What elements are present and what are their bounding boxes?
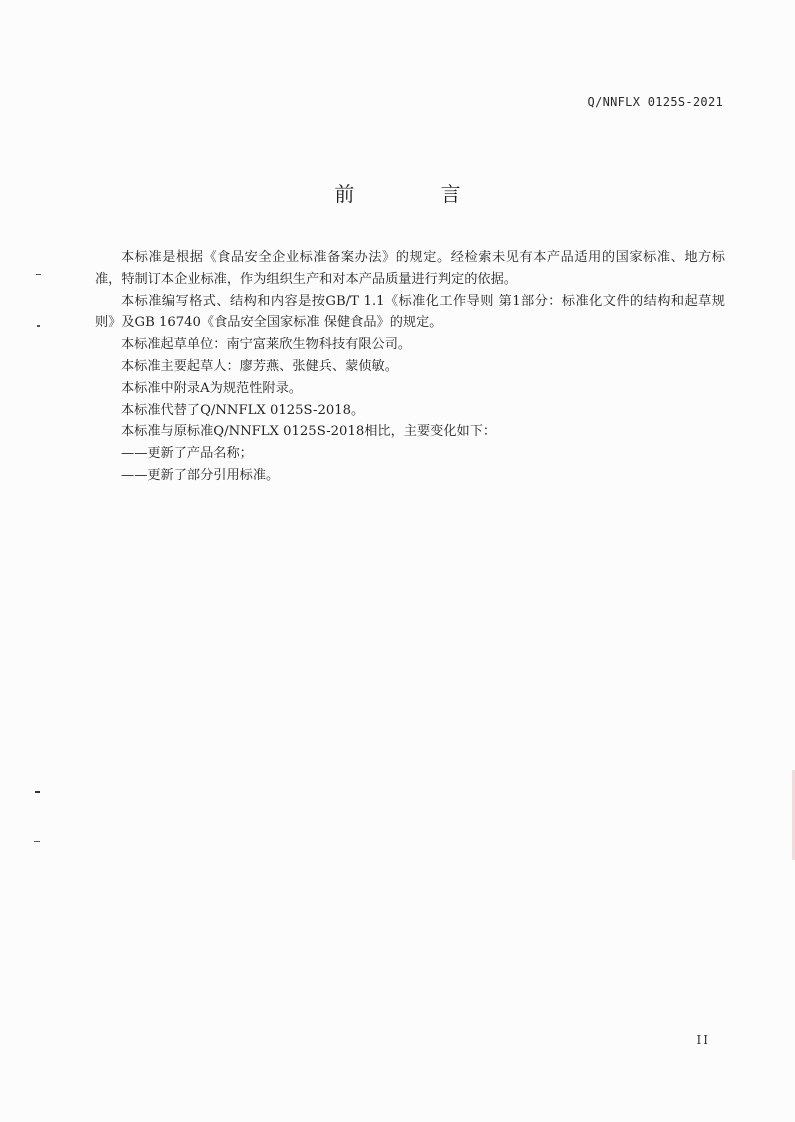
paragraph-drafting-unit: 本标准起草单位：南宁富莱欣生物科技有限公司。 <box>121 337 412 353</box>
paragraph-format: 本标准编写格式、结构和内容是按GB/T 1.1《标准化工作导则 第1部分：标准化文件的结构和起草规则》及GB 16740《食品安全国家标准 保健食品》的规定。 <box>95 293 725 331</box>
page-number: II <box>696 1033 710 1047</box>
change-item: ——更新了产品名称； <box>121 446 253 462</box>
scan-mark <box>34 841 40 842</box>
standard-code: Q/NNFLX 0125S-2021 <box>587 95 723 109</box>
change-item: ——更新了部分引用标准。 <box>121 467 280 483</box>
scan-mark <box>37 325 40 327</box>
page-title: 前 言 <box>334 182 501 206</box>
paragraph-appendix: 本标准中附录A为规范性附录。 <box>121 380 302 396</box>
paragraph-replaces: 本标准代替了Q/NNFLX 0125S-2018。 <box>121 402 365 418</box>
paragraph-basis: 本标准是根据《食品安全企业标准备案办法》的规定。经检索未见有本产品适用的国家标准、地方标准，特制订本企业标准，作为组织生产和对本产品质量进行判定的依据。 <box>95 250 725 287</box>
scan-mark <box>36 274 41 275</box>
paragraph-changes: 本标准与原标准Q/NNFLX 0125S-2018相比，主要变化如下： <box>121 424 497 440</box>
scan-mark <box>35 791 40 793</box>
paragraph-drafters: 本标准主要起草人：廖芳燕、张健兵、蒙侦敏。 <box>121 358 398 374</box>
foreword-body <box>95 247 725 487</box>
